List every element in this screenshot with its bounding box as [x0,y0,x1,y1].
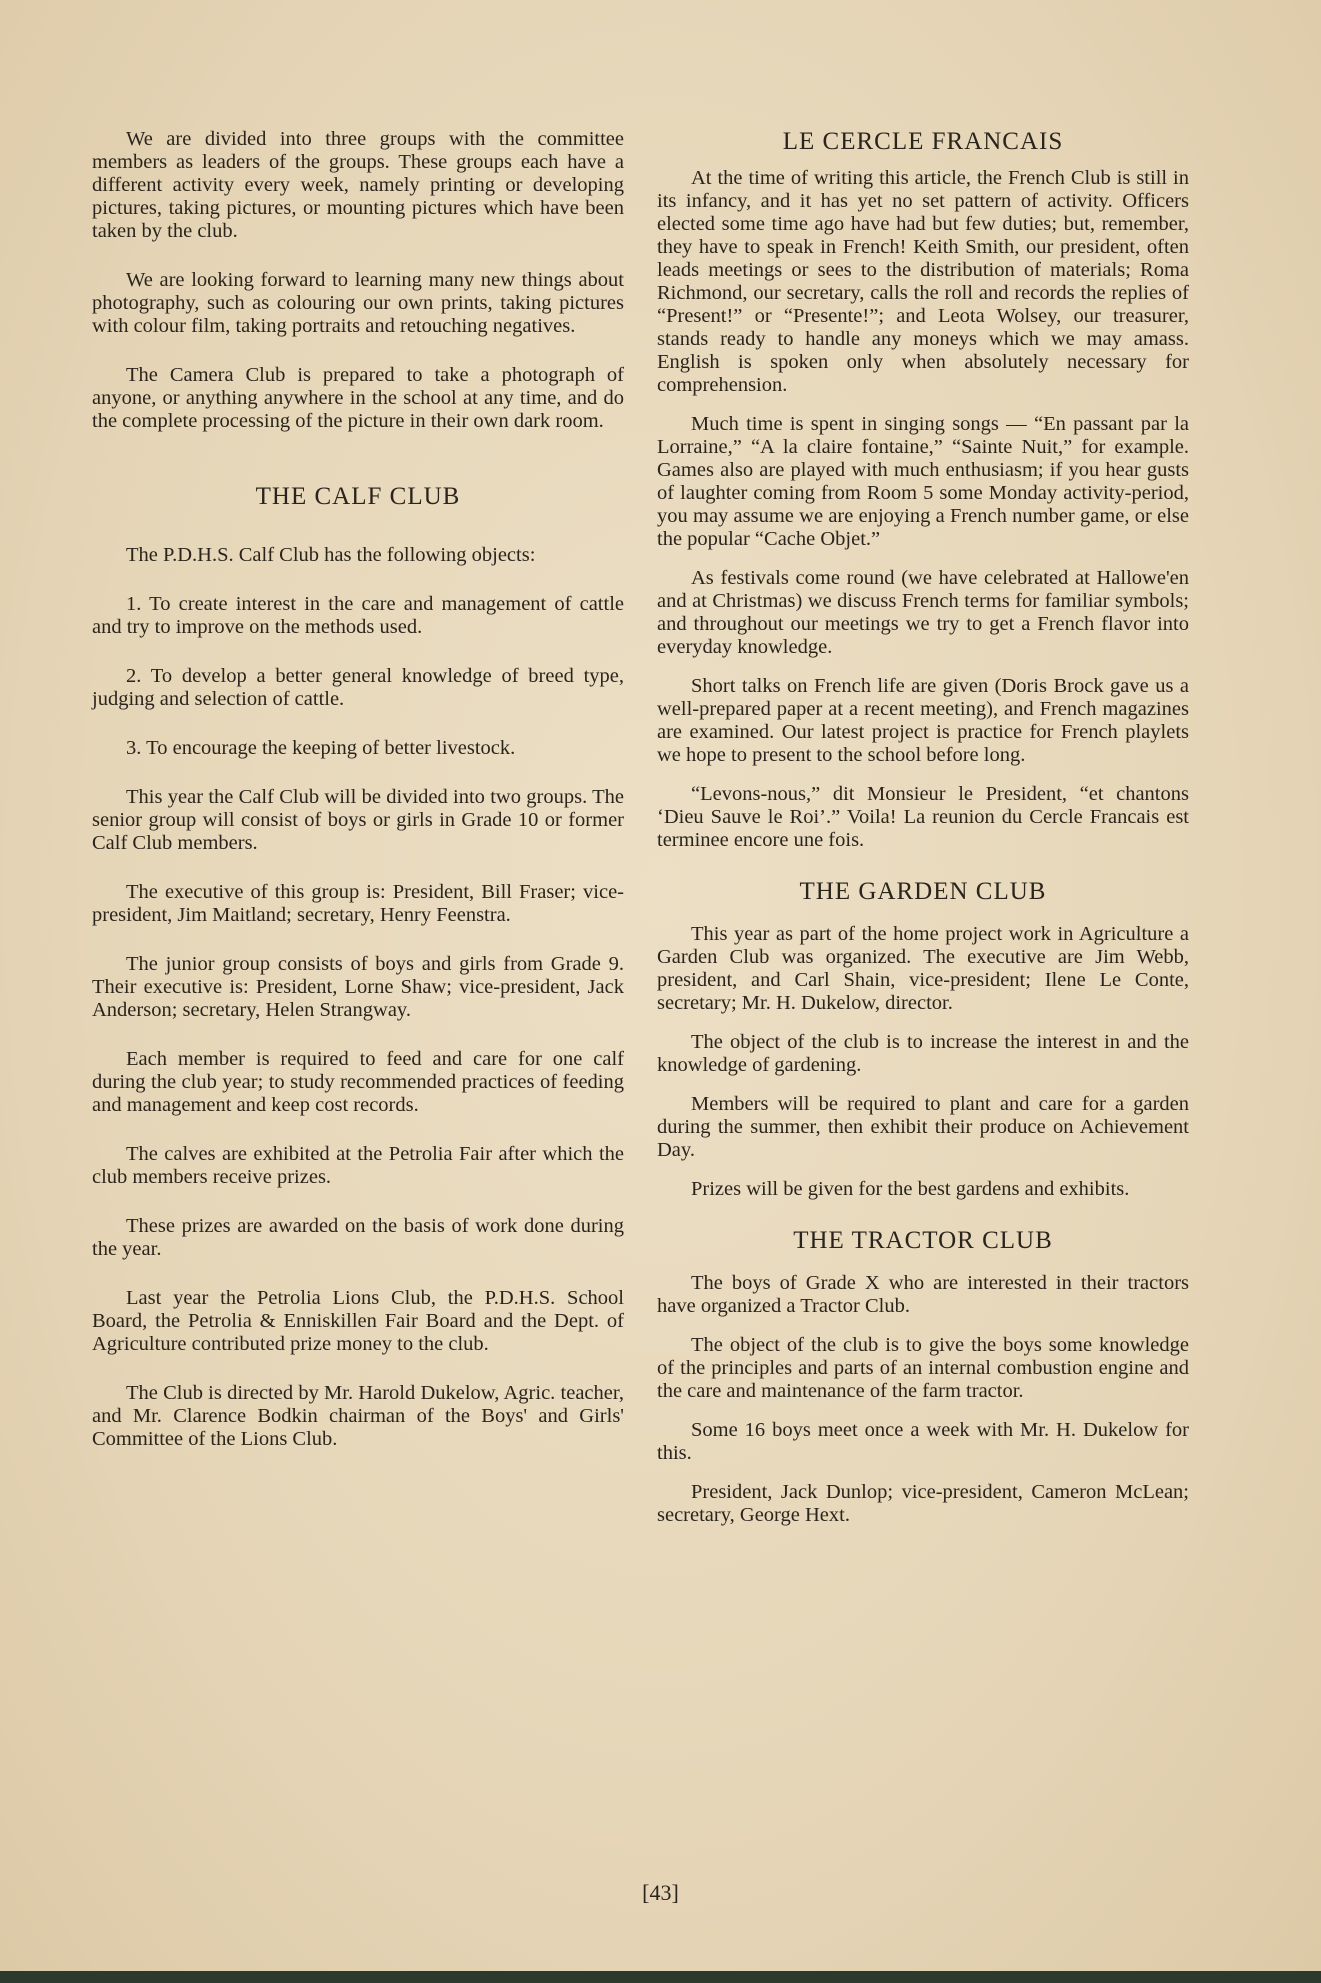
calf-club-paragraph-12: The Club is directed by Mr. Harold Dukelow, Agric. teacher, and Mr. Clarence Bodkin chairman of the Boys' and Girls' Committee of the Lions Club. [92,1382,624,1450]
tractor-club-heading: THE TRACTOR CLUB [793,1227,1053,1254]
calf-club-paragraph-8: Each member is required to feed and care for one calf during the club year; to study recommended practices of feeding and management and keep cost records. [92,1048,624,1116]
french-club-paragraph-5: “Levons-nous,” dit Monsieur le President, “et chantons ‘Dieu Sauve le Roi’.” Voila! La reunion du Cercle Francais est terminee encore une fois. [657,783,1189,851]
camera-club-paragraph-2: We are looking forward to learning many new things about photography, such as colouring our own prints, taking pictures with colour film, taking portraits and retouching negatives. [92,269,624,337]
left-column [92,128,624,1477]
french-club-paragraph-2: Much time is spent in singing songs — “En passant par la Lorraine,” “A la claire fontaine,” “Sainte Nuit,” for example. Games also are played with much enthusiasm; if you hear gusts of laughter coming from Room 5 some Monday activity-period, you may assume we are enjoying a French number game, or else the popular “Cache Objet.” [657,413,1189,550]
calf-club-paragraph-1: The P.D.H.S. Calf Club has the following objects: [126,544,536,566]
page-number: [43] [642,1880,679,1905]
tractor-club-paragraph-1: The boys of Grade X who are interested in their tractors have organized a Tractor Club. [657,1272,1189,1317]
calf-club-paragraph-2: 1. To create interest in the care and management of cattle and try to improve on the methods used. [92,593,624,638]
page-edge-band [0,1971,1321,1983]
calf-club-heading: THE CALF CLUB [255,483,461,510]
french-club-paragraph-3: As festivals come round (we have celebrated at Hallowe'en and at Christmas) we discuss French terms for familiar symbols; and throughout our meetings we try to get a French flavor into everyday knowledge. [657,567,1189,658]
calf-club-paragraph-9: The calves are exhibited at the Petrolia Fair after which the club members receive prizes. [92,1143,624,1188]
garden-club-paragraph-2: The object of the club is to increase the interest in and the knowledge of gardening. [657,1031,1189,1076]
french-club-paragraph-4: Short talks on French life are given (Doris Brock gave us a well-prepared paper at a recent meeting), and French magazines are examined. Our latest project is practice for French playlets we hope to present to the school before long. [657,675,1189,766]
tractor-club-paragraph-4: President, Jack Dunlop; vice-president, Cameron McLean; secretary, George Hext. [657,1481,1189,1526]
garden-club-paragraph-4: Prizes will be given for the best gardens and exhibits. [691,1178,1130,1200]
calf-club-paragraph-10: These prizes are awarded on the basis of work done during the year. [92,1215,624,1260]
calf-club-paragraph-6: The executive of this group is: President, Bill Fraser; vice-president, Jim Maitland; secretary, Henry Feenstra. [92,881,624,926]
garden-club-paragraph-3: Members will be required to plant and care for a garden during the summer, then exhibit their produce on Achievement Day. [657,1093,1189,1161]
calf-club-paragraph-7: The junior group consists of boys and girls from Grade 9. Their executive is: President, Lorne Shaw; vice-president, Jack Anderson; secretary, Helen Strangway. [92,953,624,1021]
calf-club-paragraph-5: This year the Calf Club will be divided into two groups. The senior group will consist of boys or girls in Grade 10 or former Calf Club members. [92,786,624,854]
calf-club-paragraph-3: 2. To develop a better general knowledge of breed type, judging and selection of cattle. [92,665,624,710]
tractor-club-paragraph-3: Some 16 boys meet once a week with Mr. H. Dukelow for this. [657,1419,1189,1464]
french-club-paragraph-1: At the time of writing this article, the French Club is still in its infancy, and it has yet no set pattern of activity. Officers elected some time ago have had but few duties; but, remember, they have to speak in French! Keith Smith, our president, often leads meetings or sees to the distribution of materials; Roma Richmond, our secretary, calls the roll and records the replies of “Present!” or “Presente!”; and Leota Wolsey, our treasurer, stands ready to handle any moneys which we may amass. English is spoken only when absolutely necessary for comprehension. [657,167,1189,396]
calf-club-paragraph-4: 3. To encourage the keeping of better livestock. [126,737,516,759]
garden-club-heading: THE GARDEN CLUB [799,878,1047,905]
garden-club-paragraph-1: This year as part of the home project work in Agriculture a Garden Club was organized. The executive are Jim Webb, president, and Carl Shain, vice-president; Ilene Le Conte, secretary; Mr. H. Dukelow, director. [657,923,1189,1014]
camera-club-paragraph-1: We are divided into three groups with the committee members as leaders of the groups. These groups each have a different activity every week, namely printing or developing pictures, taking pictures, or mounting pictures which have been taken by the club. [92,128,624,242]
calf-club-paragraph-11: Last year the Petrolia Lions Club, the P.D.H.S. School Board, the Petrolia & Enniskillen Fair Board and the Dept. of Agriculture contributed prize money to the club. [92,1287,624,1355]
french-club-heading: LE CERCLE FRANCAIS [782,128,1064,155]
tractor-club-paragraph-2: The object of the club is to give the boys some knowledge of the principles and parts of an internal combustion engine and the care and maintenance of the farm tractor. [657,1334,1189,1402]
camera-club-paragraph-3: The Camera Club is prepared to take a photograph of anyone, or anything anywhere in the school at any time, and do the complete processing of the picture in their own dark room. [92,364,624,432]
right-column [657,128,1189,1543]
